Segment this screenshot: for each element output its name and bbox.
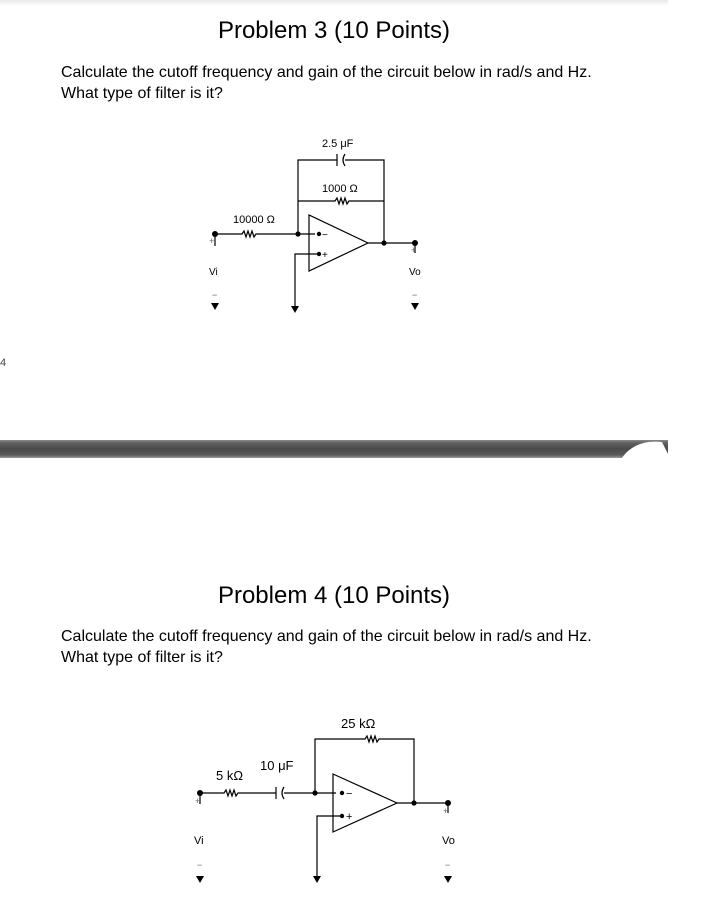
p4-input-plus: + [195,796,201,806]
p4-input-ground-arrow [196,876,204,883]
p3-output-plus: + [411,245,417,255]
p3-output-label: Vo [409,267,421,278]
p4-opamp-minus: − [346,788,353,800]
p4-input-resistor-label: 5 kΩ [216,768,244,783]
p4-output-label: Vo [442,835,455,847]
problem-4-title: Problem 4 (10 Points) [217,582,451,609]
p4-output-plus: + [443,806,449,816]
p3-capacitor-label: 2.5 μF [322,138,354,150]
p3-opamp-minus: − [322,230,328,241]
problem-3-question: Calculate the cutoff frequency and gain of the circuit below in rad/s and Hz. What type of filter is it? [61,64,592,102]
problem-4-question: Calculate the cutoff frequency and gain of the circuit below in rad/s and Hz. What type of filter is it? [61,628,592,666]
p3-ground-arrow [291,306,299,313]
p3-input-ground-arrow [211,303,219,310]
p4-capacitor-plate-b [282,787,284,799]
p4-ground-wire [317,816,342,876]
p4-input-minus: − [197,860,203,870]
p3-ground-wire [295,254,319,308]
p3-capacitor-plate-b [343,154,345,166]
p3-output-ground-arrow [411,303,419,310]
p4-opamp-plus: + [346,811,353,823]
p4-opamp [333,774,397,832]
p4-input-resistor [200,790,276,796]
p3-opamp [309,215,368,271]
p3-output-minus: − [412,290,418,300]
p3-input-minus: − [212,290,218,300]
p3-input-label: Vi [209,267,218,278]
page-curl-icon [622,440,670,458]
p3-feedback-resistor [298,198,384,204]
margin-page-number: 4 [0,357,7,369]
p4-input-label: Vi [194,835,204,847]
p3-opamp-plus: + [322,250,328,261]
p4-feedback-resistor-label: 25 kΩ [341,716,376,731]
p3-feedback-resistor-label: 1000 Ω [322,183,358,195]
problem-4-circuit [178,708,478,898]
problem-3-circuit [195,128,435,328]
p4-ground-arrow [313,876,321,883]
problem-3-title: Problem 3 (10 Points) [217,17,451,44]
p3-input-resistor-label: 10000 Ω [233,214,275,226]
p3-input-plus: + [209,236,215,246]
page-separator [0,440,668,458]
page-top-shadow [0,0,668,6]
p4-output-minus: − [445,860,451,870]
p4-capacitor-label: 10 μF [260,758,294,773]
p4-output-ground-arrow [444,876,452,883]
